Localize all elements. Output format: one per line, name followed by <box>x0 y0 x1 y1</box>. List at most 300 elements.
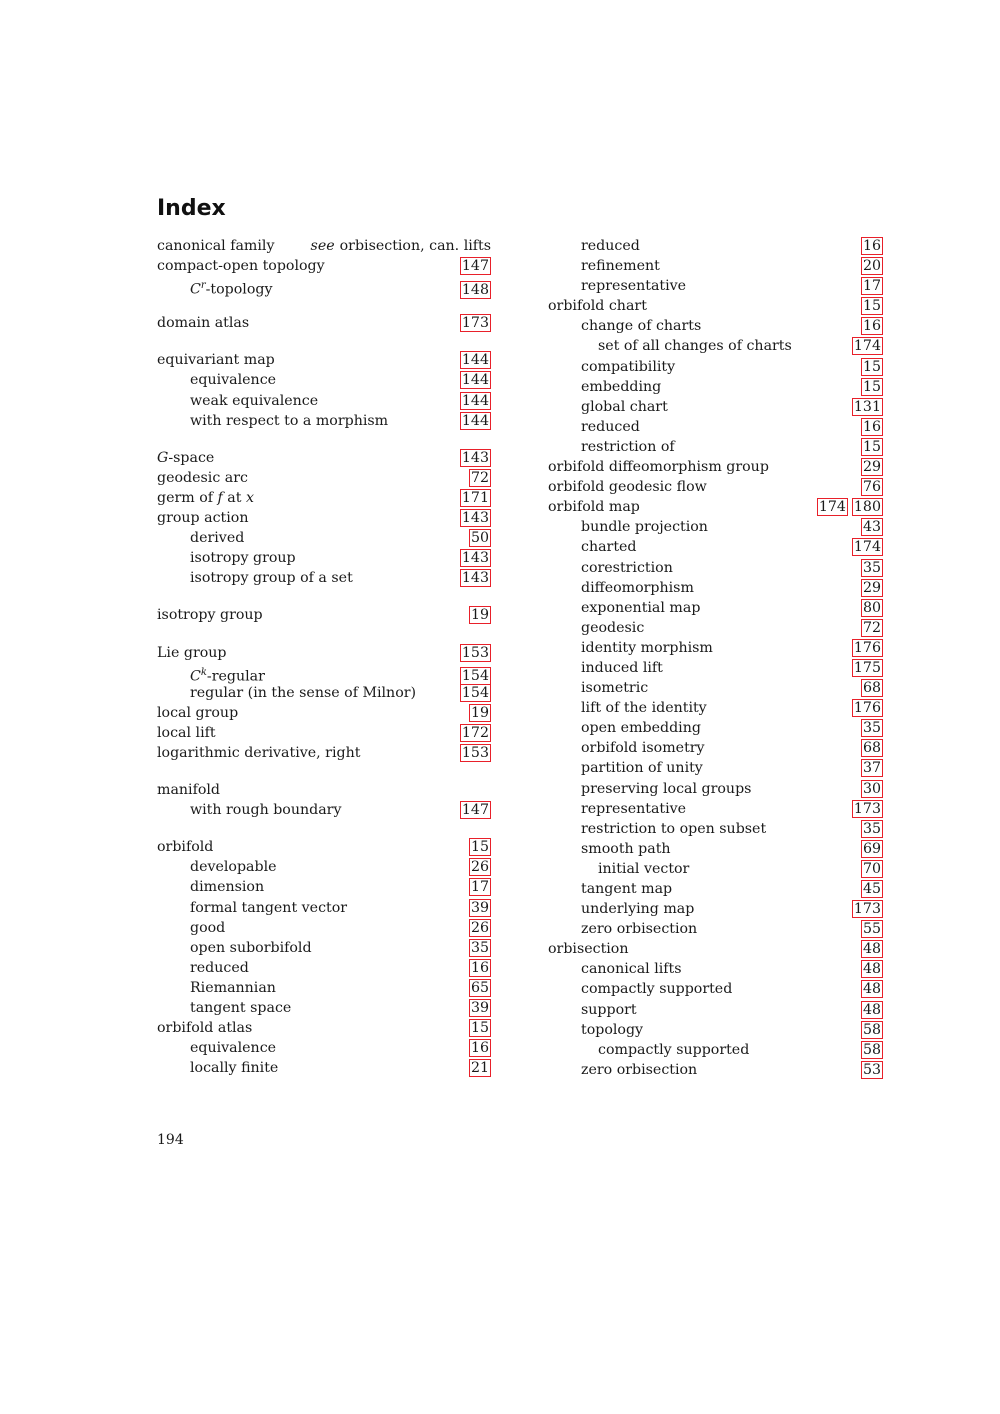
page-link[interactable]: 53 <box>862 1061 881 1078</box>
index-term <box>190 877 264 897</box>
page-link[interactable]: 174 <box>853 338 881 355</box>
page-link[interactable]: 175 <box>853 659 881 676</box>
index-term <box>581 558 673 578</box>
index-entry-isotropy-group <box>157 605 491 625</box>
see-reference[interactable]: orbisection, can. lifts <box>339 238 491 254</box>
index-entry-local-group <box>157 703 491 723</box>
math-superscript: r <box>200 280 206 292</box>
term-text: topology <box>581 1021 644 1038</box>
term-text: partition of unity <box>581 760 703 777</box>
page-link[interactable]: 143 <box>461 550 489 567</box>
page-link[interactable]: 176 <box>853 700 881 717</box>
term-text: with rough boundary <box>190 802 342 819</box>
page-link[interactable]: 144 <box>461 352 489 369</box>
page-link[interactable]: 154 <box>461 684 489 701</box>
see-word: see <box>310 238 335 254</box>
term-text: logarithmic derivative, right <box>157 744 361 761</box>
page-references <box>852 659 883 677</box>
index-term <box>581 1020 643 1040</box>
index-entry-geodesic-arc <box>157 468 491 488</box>
index-entry-corestriction <box>548 558 883 578</box>
index-entry-g-space <box>157 448 491 468</box>
index-term <box>157 350 275 370</box>
term-text: isometric <box>581 680 649 697</box>
index-term <box>157 605 263 625</box>
term-text: tangent space <box>190 1000 292 1016</box>
term-text: isotropy group <box>190 550 296 567</box>
page-link[interactable]: 48 <box>862 961 881 978</box>
index-entry-topology-compactly-supported <box>548 1040 883 1060</box>
page-link[interactable]: 174 <box>853 539 881 556</box>
page-link[interactable]: 173 <box>461 315 489 332</box>
index-entry-group-action <box>157 508 491 528</box>
index-term <box>581 899 694 919</box>
page-link[interactable]: 15 <box>862 358 881 375</box>
page-references <box>861 378 883 396</box>
page-link[interactable]: 154 <box>461 668 489 685</box>
term-text: charted <box>581 539 637 556</box>
index-entry-identity-morphism <box>548 638 883 658</box>
page-link[interactable]: 143 <box>461 570 489 587</box>
index-entry-locally-finite <box>157 1058 491 1078</box>
page-references <box>861 619 883 637</box>
page-references <box>469 1059 491 1077</box>
page-link[interactable]: 58 <box>862 1041 881 1058</box>
page-references <box>460 281 491 299</box>
page-references <box>469 858 491 876</box>
index-term <box>581 256 660 276</box>
page-link[interactable]: 65 <box>470 979 489 996</box>
index-entry-orbifold-developable <box>157 857 491 877</box>
page-link[interactable]: 173 <box>853 800 881 817</box>
page-references <box>861 940 883 958</box>
page-link[interactable]: 72 <box>470 469 489 486</box>
page-references <box>460 509 491 527</box>
term-text: diffeomorphism <box>581 579 694 596</box>
page-link[interactable]: 68 <box>862 740 881 757</box>
term-text: global chart <box>581 398 668 415</box>
page-link[interactable]: 19 <box>470 704 489 721</box>
page-link[interactable]: 147 <box>461 802 489 819</box>
term-text: orbifold <box>157 839 214 856</box>
index-term <box>157 448 214 468</box>
page-references <box>861 237 883 255</box>
index-term <box>190 800 341 820</box>
index-term <box>581 979 732 999</box>
page-references <box>469 1019 491 1037</box>
index-entry-geodesic-flow <box>548 477 883 497</box>
page-link[interactable]: 15 <box>862 378 881 395</box>
term-text: orbifold diffeomorphism group <box>548 459 769 476</box>
term-text: orbifold map <box>548 499 640 516</box>
page-link[interactable]: 58 <box>862 1021 881 1038</box>
index-term <box>581 236 640 256</box>
page-number: 194 <box>157 1132 184 1148</box>
page-references <box>852 699 883 717</box>
term-text: Lie group <box>157 644 227 661</box>
math-symbol: C <box>190 668 201 685</box>
page-link[interactable]: 15 <box>862 298 881 315</box>
index-entry-atlas-reduced <box>548 236 883 256</box>
term-text: orbisection <box>548 941 629 958</box>
index-entry-orbifold-good <box>157 918 491 938</box>
page-references <box>861 277 883 295</box>
page-references <box>861 599 883 617</box>
index-entry-orbifold-reduced <box>157 958 491 978</box>
index-entry-equivariant-map-equivalence <box>157 370 491 390</box>
term-text: canonical family <box>157 238 275 254</box>
term-text: reduced <box>581 418 640 435</box>
page-link[interactable]: 19 <box>470 607 489 624</box>
index-term <box>581 738 705 758</box>
page-references <box>861 257 883 275</box>
page-link[interactable]: 16 <box>862 318 881 335</box>
page-link[interactable]: 55 <box>862 921 881 938</box>
page-references <box>852 337 883 355</box>
page-link[interactable]: 30 <box>862 780 881 797</box>
page-references <box>861 780 883 798</box>
index-term <box>581 779 751 799</box>
page-references <box>861 820 883 838</box>
index-term <box>581 357 675 377</box>
page-references <box>460 684 491 702</box>
index-term <box>581 276 686 296</box>
index-term <box>157 743 360 763</box>
index-entry-lie-group <box>157 643 491 663</box>
page-link[interactable]: 20 <box>862 258 881 275</box>
page-references <box>861 759 883 777</box>
index-entry-manifold <box>157 780 491 800</box>
term-text: isotropy group <box>157 607 263 624</box>
page-references <box>861 1041 883 1059</box>
page-references <box>861 1061 883 1079</box>
index-entry-logarithmic-derivative <box>157 743 491 763</box>
index-term <box>190 898 347 918</box>
page-references <box>469 979 491 997</box>
page-link[interactable]: 131 <box>853 398 881 415</box>
page-references <box>469 939 491 957</box>
page-link[interactable]: 26 <box>470 919 489 936</box>
page-references <box>861 960 883 978</box>
term-part: germ of <box>157 489 218 506</box>
index-entry-set-of-all-changes <box>548 336 883 356</box>
page-link[interactable]: 29 <box>862 459 881 476</box>
term-text: isotropy group of a set <box>190 570 353 587</box>
index-term <box>157 703 238 723</box>
page-references <box>861 980 883 998</box>
index-term <box>548 497 640 517</box>
page-link[interactable]: 29 <box>862 579 881 596</box>
page-references <box>469 838 491 856</box>
term-text: equivalence <box>190 372 277 389</box>
page-references <box>460 644 491 662</box>
page-link[interactable]: 15 <box>862 438 881 455</box>
index-entry-orbisection-zero-orbisection <box>548 1060 883 1080</box>
index-term <box>581 839 671 859</box>
index-entry-tangent-space <box>157 998 491 1018</box>
page-link[interactable]: 48 <box>862 1001 881 1018</box>
page-references <box>852 639 883 657</box>
index-entry-germ-of-f <box>157 488 491 508</box>
page-link[interactable]: 17 <box>470 879 489 896</box>
page-references <box>469 878 491 896</box>
index-term <box>598 859 689 879</box>
page-link[interactable]: 39 <box>470 1000 489 1016</box>
page-link[interactable]: 26 <box>470 859 489 876</box>
term-text: lift of the identity <box>581 700 707 717</box>
page-link[interactable]: 35 <box>862 559 881 576</box>
term-text: formal tangent vector <box>190 899 348 916</box>
index-entry-preserving-local-groups <box>548 779 883 799</box>
page-link[interactable]: 15 <box>470 839 489 856</box>
page-references <box>469 899 491 917</box>
term-text: manifold <box>157 782 220 799</box>
index-entry-compact-open-topology <box>157 256 491 276</box>
index-entry-local-lift <box>157 723 491 743</box>
term-text: orbifold atlas <box>157 1020 253 1037</box>
page-link[interactable]: 144 <box>461 412 489 429</box>
index-term <box>581 959 682 979</box>
page-references <box>861 840 883 858</box>
index-entry-with-rough-boundary <box>157 800 491 820</box>
page-link[interactable]: 50 <box>470 530 489 547</box>
page-link[interactable]: 35 <box>470 939 489 956</box>
index-term <box>157 508 248 528</box>
index-entry-map-diffeomorphism <box>548 578 883 598</box>
term-text: preserving local groups <box>581 780 752 797</box>
index-term <box>157 236 274 256</box>
page-link[interactable]: 76 <box>862 479 881 496</box>
page-references <box>861 418 883 436</box>
page-link[interactable]: 148 <box>461 281 489 298</box>
index-column-right <box>548 236 883 1080</box>
page-references <box>469 999 491 1017</box>
index-entry-chart-compatibility <box>548 357 883 377</box>
term-text: compactly supported <box>598 1041 750 1058</box>
term-text: geodesic <box>581 619 645 636</box>
index-entry-diffeomorphism-group <box>548 457 883 477</box>
page-references <box>861 739 883 757</box>
page-link[interactable]: 72 <box>862 619 881 636</box>
index-entry-chart-reduced <box>548 417 883 437</box>
page-references <box>861 920 883 938</box>
term-part: f <box>217 489 223 506</box>
index-term <box>581 879 672 899</box>
index-entry-orbifold-map <box>548 497 883 517</box>
index-term <box>548 296 647 316</box>
page-references <box>460 412 491 430</box>
index-term <box>157 1018 252 1038</box>
page-link[interactable]: 16 <box>862 418 881 435</box>
index-entry-underlying-map <box>548 899 883 919</box>
page-link[interactable]: 16 <box>470 959 489 976</box>
term-text: Riemannian <box>190 979 276 996</box>
index-term <box>548 457 769 477</box>
page-link[interactable]: 174 <box>818 499 846 516</box>
index-term <box>581 598 700 618</box>
index-entry-restriction-of <box>548 437 883 457</box>
index-term <box>581 437 675 457</box>
index-term <box>190 998 291 1018</box>
page-references <box>460 449 491 467</box>
page-link[interactable]: 35 <box>862 720 881 737</box>
index-term <box>157 488 254 508</box>
index-entry-compactly-supported <box>548 979 883 999</box>
index-term <box>190 978 276 998</box>
page-link[interactable]: 147 <box>461 258 489 275</box>
index-term <box>190 918 225 938</box>
term-text: orbifold isometry <box>581 740 705 757</box>
index-entry-with-respect-to-morphism <box>157 411 491 431</box>
index-term <box>190 958 249 978</box>
term-suffix: -space <box>168 449 215 466</box>
page-references <box>861 297 883 315</box>
term-text: initial vector <box>598 860 690 877</box>
index-entry-exponential-map <box>548 598 883 618</box>
term-part: x <box>245 489 254 506</box>
page-link[interactable]: 48 <box>862 981 881 998</box>
page-references <box>460 549 491 567</box>
index-entry-domain-atlas <box>157 313 491 333</box>
page-references <box>460 371 491 389</box>
page-references <box>861 559 883 577</box>
index-term <box>157 780 220 800</box>
page-link[interactable]: 143 <box>461 510 489 527</box>
index-entry-orbisection-support <box>548 1000 883 1020</box>
index-term <box>190 370 276 390</box>
page-link[interactable]: 45 <box>862 881 881 897</box>
term-text: exponential map <box>581 599 701 616</box>
page-link[interactable]: 17 <box>862 278 881 295</box>
index-term <box>581 819 766 839</box>
term-text: identity morphism <box>581 639 713 656</box>
page-link[interactable]: 171 <box>461 489 489 506</box>
term-text: orbifold geodesic flow <box>548 479 707 496</box>
term-text: weak equivalence <box>190 392 319 409</box>
term-text: restriction to open subset <box>581 820 767 837</box>
index-entry-lift-of-identity <box>548 698 883 718</box>
page-link[interactable]: 172 <box>461 724 489 741</box>
term-text: canonical lifts <box>581 961 682 978</box>
page-references <box>460 744 491 762</box>
index-term <box>190 548 296 568</box>
term-text: refinement <box>581 258 660 275</box>
index-term <box>581 799 686 819</box>
term-text: derived <box>190 530 245 547</box>
page-references <box>852 398 883 416</box>
page-link[interactable]: 144 <box>461 392 489 409</box>
page-references <box>861 579 883 597</box>
page-link[interactable]: 15 <box>470 1020 489 1037</box>
term-text: induced lift <box>581 659 663 676</box>
index-entry-canonical-family <box>157 236 491 256</box>
page-references <box>469 919 491 937</box>
index-entry-atlas-representative <box>548 276 883 296</box>
term-text: change of charts <box>581 318 702 335</box>
index-entry-map-charted <box>548 537 883 557</box>
term-text: open embedding <box>581 720 701 737</box>
page-references <box>460 257 491 275</box>
page-link[interactable]: 144 <box>461 372 489 389</box>
page-link[interactable]: 153 <box>461 744 489 761</box>
term-text: restriction of <box>581 438 675 455</box>
term-text: equivalence <box>190 1040 277 1057</box>
index-term <box>157 313 249 333</box>
index-entry-ck-regular <box>157 663 491 683</box>
page-link[interactable]: 35 <box>862 820 881 837</box>
page-link[interactable]: 68 <box>862 680 881 697</box>
page-link[interactable]: 16 <box>470 1040 489 1057</box>
term-text: reduced <box>581 238 640 254</box>
term-text: compactly supported <box>581 981 733 998</box>
page-link[interactable]: 43 <box>862 519 881 536</box>
index-entry-atlas-equivalence <box>157 1038 491 1058</box>
page-link[interactable]: 153 <box>461 644 489 661</box>
term-text: with respect to a morphism <box>190 412 389 429</box>
term-text: compact-open topology <box>157 258 325 275</box>
index-entry-tangent-map <box>548 879 883 899</box>
page-link[interactable]: 48 <box>862 941 881 958</box>
term-text: bundle projection <box>581 519 708 536</box>
page-link[interactable]: 80 <box>862 599 881 616</box>
index-entry-atlas-refinement <box>548 256 883 276</box>
page-references <box>460 351 491 369</box>
index-term <box>581 537 637 557</box>
math-symbol: C <box>190 281 201 298</box>
term-text: support <box>581 1001 637 1018</box>
index-entry-map-zero-orbisection <box>548 919 883 939</box>
index-entry-restriction-open-subset <box>548 819 883 839</box>
term-text: set of all changes of charts <box>598 338 792 355</box>
page-link[interactable]: 173 <box>853 901 881 918</box>
index-term <box>598 1040 749 1060</box>
index-term <box>581 758 703 778</box>
index-entry-canonical-lifts <box>548 959 883 979</box>
term-text: representative <box>581 278 687 295</box>
page-link[interactable]: 21 <box>470 1060 489 1077</box>
index-term <box>190 857 277 877</box>
term-text: compatibility <box>581 358 676 375</box>
page-link[interactable]: 70 <box>862 860 881 877</box>
index-entry-group-action-derived <box>157 528 491 548</box>
page-link[interactable]: 16 <box>862 238 881 254</box>
page-link[interactable]: 69 <box>862 840 881 857</box>
index-entry-group-action-isotropy-group <box>157 548 491 568</box>
term-text: corestriction <box>581 559 673 576</box>
page-link[interactable]: 39 <box>470 899 489 916</box>
index-term <box>190 276 272 300</box>
index-entry-orbifold-isometry <box>548 738 883 758</box>
page-link[interactable]: 180 <box>853 499 881 516</box>
page-references <box>861 880 883 898</box>
index-term <box>157 468 248 488</box>
page-link[interactable]: 143 <box>461 449 489 466</box>
index-entry-orbisection-topology <box>548 1020 883 1040</box>
index-term <box>157 643 227 663</box>
term-text: smooth path <box>581 840 671 857</box>
page-references <box>469 606 491 624</box>
term-text: representative <box>581 800 687 817</box>
page-references <box>460 392 491 410</box>
page-link[interactable]: 176 <box>853 639 881 656</box>
term-text: equivariant map <box>157 352 275 369</box>
index-entry-initial-vector <box>548 859 883 879</box>
page-link[interactable]: 37 <box>862 760 881 777</box>
index-term <box>581 718 701 738</box>
index-term <box>581 377 661 397</box>
term-suffix: -regular <box>206 668 265 685</box>
index-entry-isotropy-group-of-a-set <box>157 568 491 588</box>
